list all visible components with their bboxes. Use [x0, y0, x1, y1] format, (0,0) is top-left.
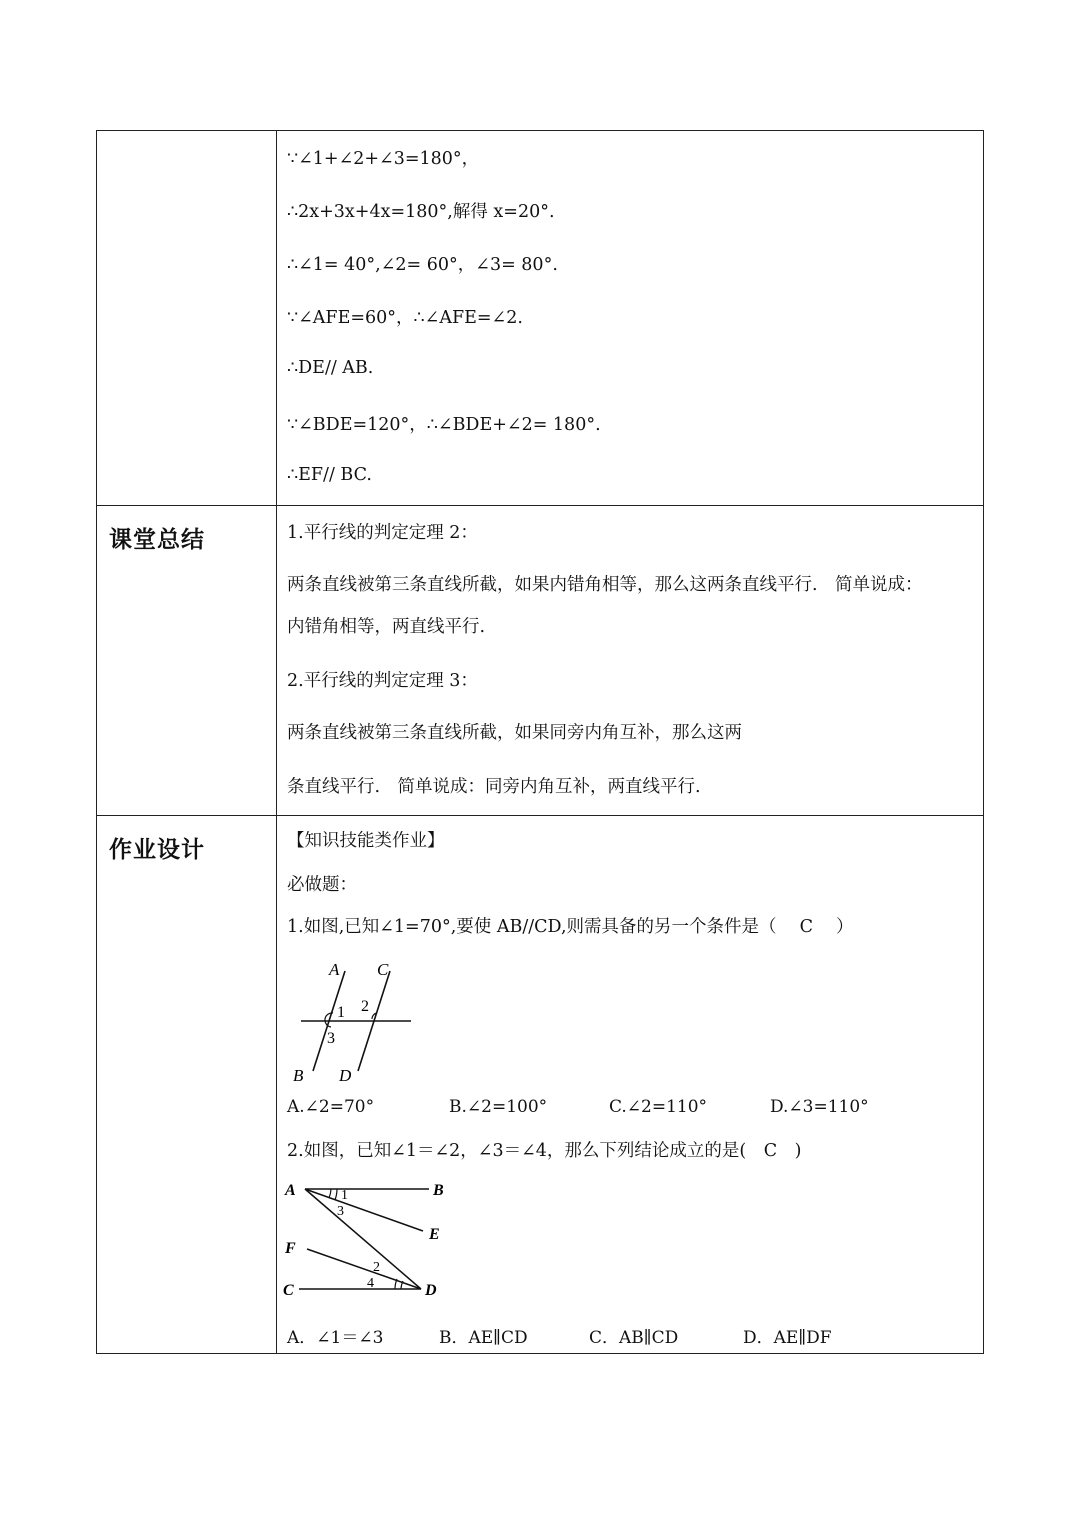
- summary-line-4: 2.平行线的判定定理 3：: [287, 671, 478, 691]
- label-a: A: [285, 1182, 296, 1199]
- label-a: A: [329, 960, 340, 979]
- angle-arc-1: [335, 1189, 337, 1200]
- solution-line-4: ∵∠AFE=60°，∴∠AFE=∠2.: [287, 308, 523, 328]
- question-1-option-b: B.∠2=100°: [449, 1097, 548, 1117]
- label-b: B: [293, 1066, 304, 1083]
- label-b: B: [433, 1182, 444, 1199]
- row-divider-2: [97, 815, 983, 816]
- question-2-option-d: D．AE∥DF: [743, 1328, 832, 1348]
- line-ad: [305, 1189, 421, 1289]
- homework-label: 作业设计: [109, 837, 205, 863]
- label-d: D: [425, 1282, 437, 1299]
- angle-label-2: 2: [361, 998, 369, 1015]
- question-1-option-d: D.∠3=110°: [770, 1097, 869, 1117]
- angle-label-3: 3: [327, 1030, 335, 1047]
- angle-label-2: 2: [373, 1260, 380, 1275]
- row-divider-1: [97, 505, 983, 506]
- summary-label: 课堂总结: [109, 527, 205, 553]
- question-2-option-c: C．AB∥CD: [589, 1328, 679, 1348]
- line-ae: [305, 1189, 423, 1231]
- solution-line-2: ∴2x+3x+4x=180°,解得 x=20°.: [287, 202, 555, 222]
- solution-line-7: ∴EF// BC.: [287, 465, 372, 485]
- question-2-option-b: B．AE∥CD: [439, 1328, 528, 1348]
- summary-line-2: 两条直线被第三条直线所截，如果内错角相等，那么这两条直线平行. 简单说成：: [287, 575, 923, 595]
- column-divider: [276, 131, 277, 1353]
- angle-label-1: 1: [341, 1188, 348, 1203]
- label-c: C: [283, 1282, 294, 1299]
- summary-line-1: 1.平行线的判定定理 2：: [287, 523, 478, 543]
- summary-line-5: 两条直线被第三条直线所截，如果同旁内角互补，那么这两: [287, 723, 742, 743]
- solution-line-3: ∴∠1= 40°,∠2= 60°，∠3= 80°.: [287, 255, 558, 275]
- solution-line-1: ∵∠1+∠2+∠3=180°，: [287, 149, 480, 169]
- angle-label-1: 1: [337, 1004, 345, 1021]
- label-f: F: [285, 1240, 296, 1257]
- solution-line-5: ∴DE// AB.: [287, 358, 374, 378]
- label-d: D: [339, 1066, 352, 1083]
- question-1-text: 1.如图,已知∠1=70°,要使 AB//CD,则需具备的另一个条件是（ C ）: [287, 917, 854, 937]
- question-2-figure: [283, 1171, 453, 1303]
- angle-label-3: 3: [337, 1204, 344, 1219]
- question-2-option-a: A．∠1＝∠3: [287, 1328, 384, 1348]
- summary-line-6: 条直线平行. 简单说成：同旁内角互补，两直线平行.: [287, 777, 701, 797]
- summary-line-3: 内错角相等，两直线平行.: [287, 617, 486, 637]
- homework-category: 【知识技能类作业】: [287, 831, 445, 851]
- angle-label-4: 4: [367, 1276, 374, 1291]
- label-e: E: [429, 1226, 440, 1243]
- question-1-option-a: A.∠2=70°: [287, 1097, 375, 1117]
- line-fd: [307, 1249, 421, 1289]
- solution-line-6: ∵∠BDE=120°，∴∠BDE+∠2= 180°.: [287, 415, 601, 435]
- question-1-figure: [293, 953, 423, 1083]
- homework-required: 必做题：: [287, 875, 357, 895]
- question-1-option-c: C.∠2=110°: [609, 1097, 708, 1117]
- lesson-table: [96, 130, 984, 1354]
- label-c: C: [377, 960, 389, 979]
- question-2-text: 2.如图，已知∠1＝∠2，∠3＝∠4，那么下列结论成立的是( C ): [287, 1141, 802, 1161]
- angle-arc-1b: [329, 1189, 331, 1198]
